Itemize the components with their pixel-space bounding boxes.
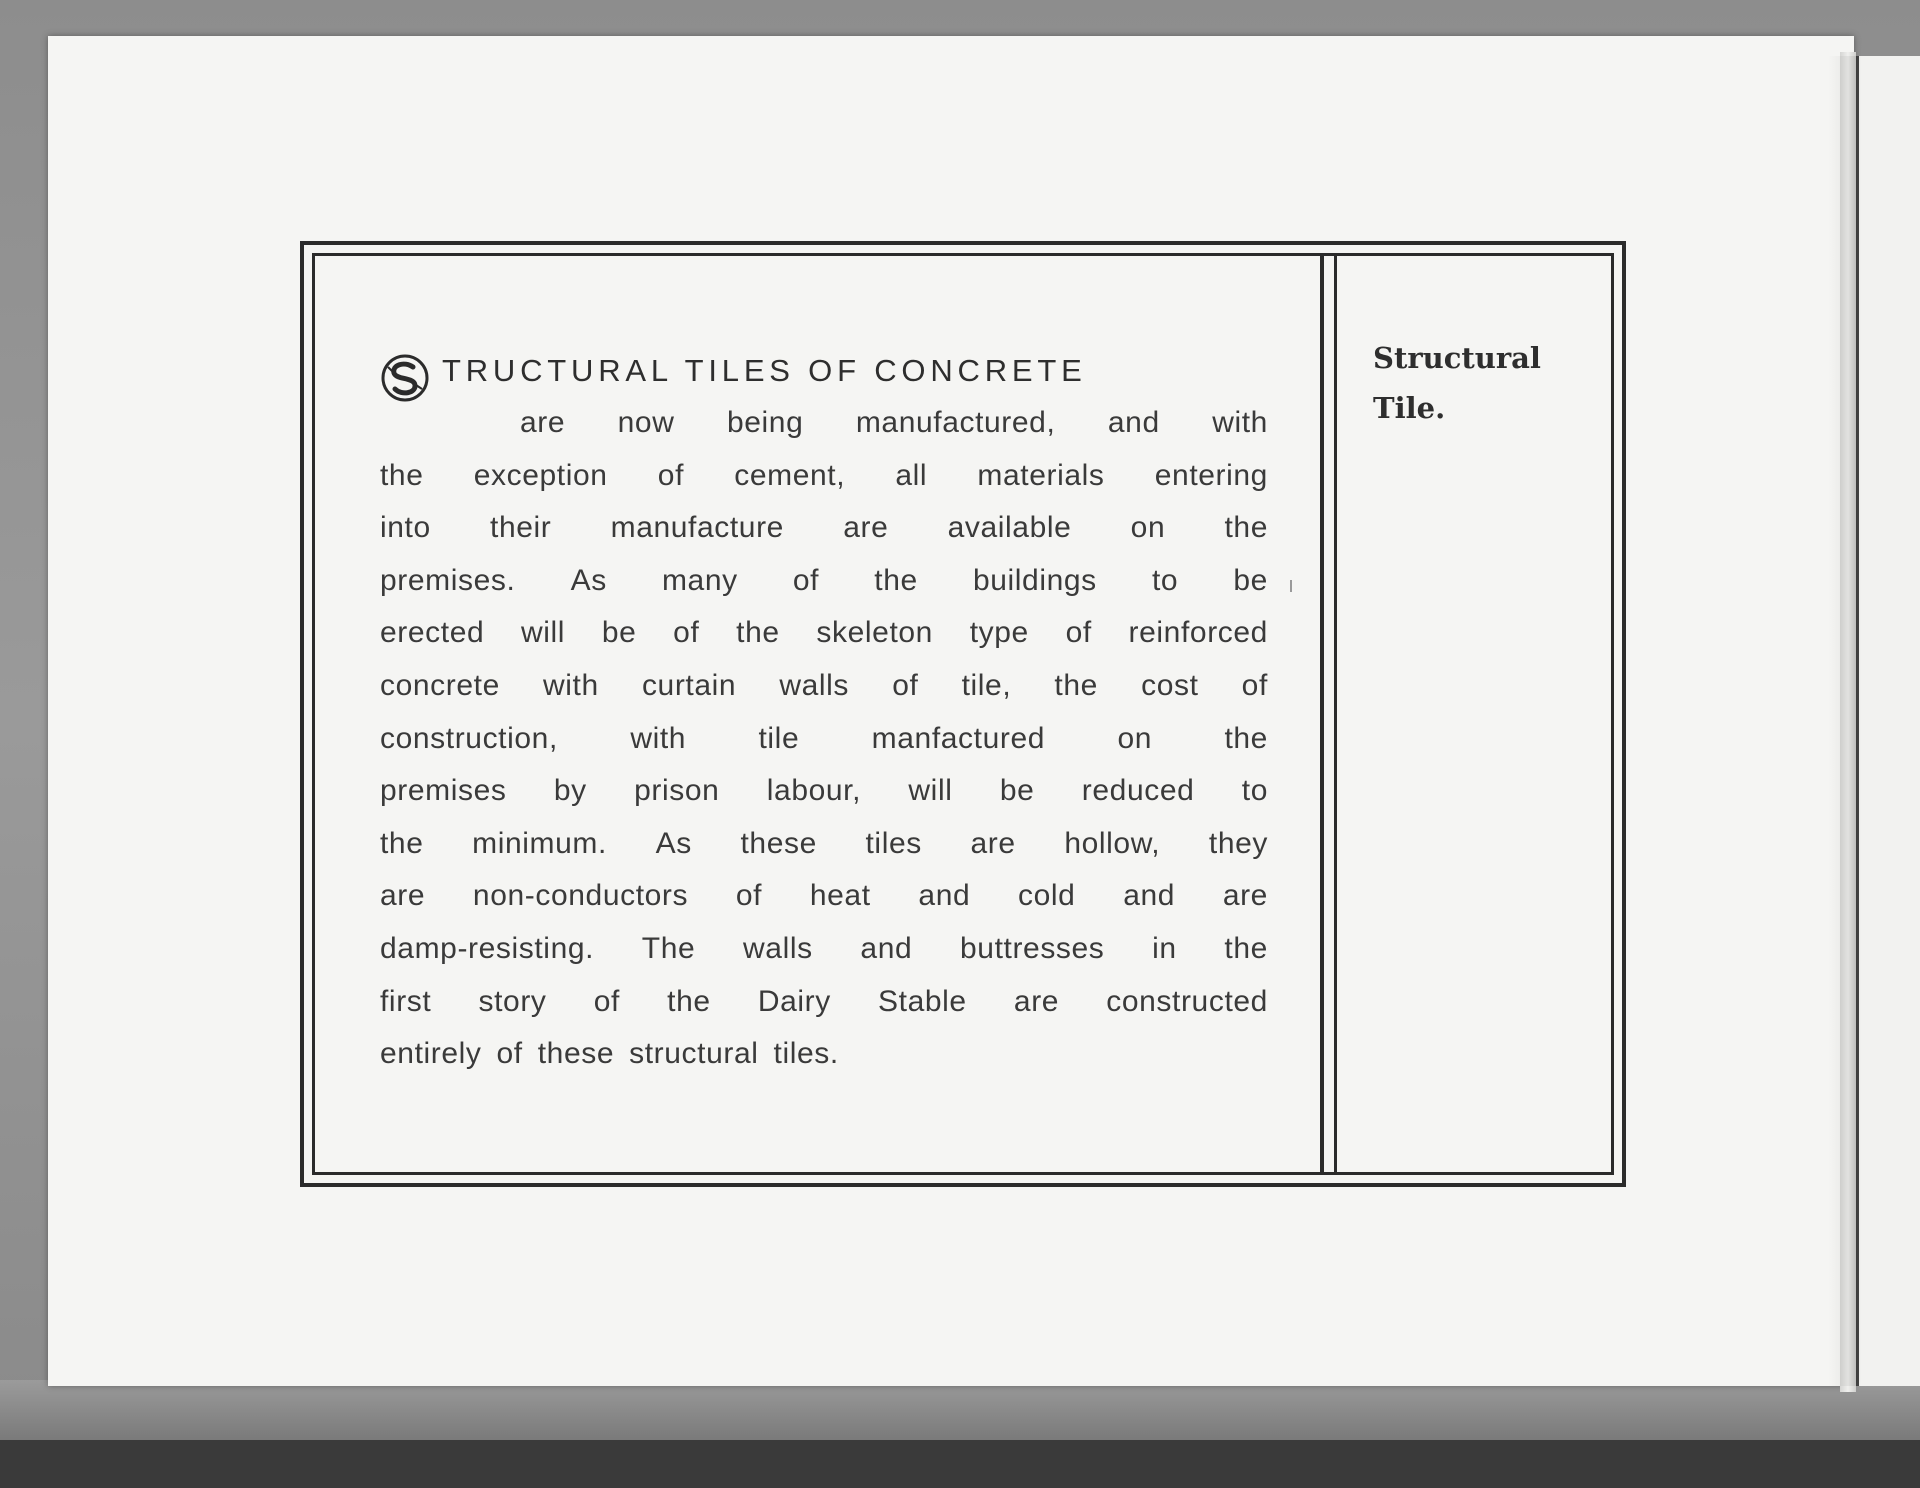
margin-note: [1373, 333, 1541, 433]
body-word: to: [1151, 563, 1179, 597]
body-word: manufacture: [610, 511, 784, 545]
body-word: story: [478, 984, 547, 1018]
body-word: tiles: [865, 826, 922, 860]
body-word: buildings: [972, 563, 1097, 597]
book-cover-bottom-edge: [0, 1380, 1920, 1440]
body-line: [380, 870, 1268, 923]
body-word: tiles.: [773, 1037, 839, 1071]
main-text-block: [380, 345, 1268, 1081]
body-word: by: [553, 774, 587, 808]
body-word: walls: [779, 668, 850, 702]
stray-ink-mark: [1290, 580, 1292, 592]
body-word: of: [657, 458, 685, 492]
body-word: of: [792, 563, 820, 597]
body-word: minimum.: [472, 826, 607, 860]
body-word: and: [860, 931, 913, 965]
body-word: exception: [473, 458, 608, 492]
body-word: will: [908, 774, 953, 808]
body-word: hollow,: [1064, 826, 1161, 860]
facing-page: [1856, 56, 1920, 1386]
body-line: [380, 607, 1268, 660]
body-line: [380, 713, 1268, 766]
body-word: many: [661, 563, 738, 597]
body-word: first: [380, 984, 432, 1018]
body-word: be: [999, 774, 1035, 808]
body-line: [380, 502, 1268, 555]
body-line: [380, 397, 1268, 450]
body-word: tile: [758, 721, 800, 755]
body-word: manufactured,: [855, 406, 1056, 439]
body-word: structural: [629, 1037, 759, 1071]
body-word: into: [380, 511, 431, 545]
body-word: and: [1123, 879, 1176, 913]
body-word: type: [969, 616, 1029, 650]
margin-note-line-2: Tile.: [1373, 391, 1446, 425]
body-line: [380, 450, 1268, 503]
body-word: are: [1222, 879, 1268, 913]
column-divider-thick: [1320, 253, 1324, 1175]
body-word: on: [1117, 721, 1153, 755]
headline-text: TRUCTURAL TILES OF CONCRETE: [442, 353, 1087, 388]
body-word: are: [843, 511, 889, 545]
body-word: now: [617, 406, 675, 439]
body-word: in: [1152, 931, 1177, 965]
body-word: concrete: [380, 668, 500, 702]
body-word: the: [1224, 721, 1268, 755]
body-line: [380, 818, 1268, 871]
body-word: of: [735, 879, 763, 913]
body-word: the: [380, 826, 424, 860]
body-word: entering: [1154, 458, 1268, 492]
margin-note-line-1: Structural: [1373, 341, 1541, 375]
body-word: cost: [1141, 668, 1199, 702]
body-word: cement,: [734, 458, 846, 492]
body-word: the: [1054, 668, 1098, 702]
body-word: manfactured: [871, 721, 1046, 755]
column-divider-thin: [1334, 253, 1337, 1175]
body-word: available: [947, 511, 1072, 545]
gutter-shadow: [1828, 56, 1856, 1386]
body-word: tile,: [961, 668, 1012, 702]
body-word: and: [918, 879, 971, 913]
body-word: of: [496, 1037, 523, 1071]
body-word: materials: [977, 458, 1105, 492]
body-word: will: [521, 616, 566, 650]
body-word: with: [630, 721, 687, 755]
body-word: cold: [1018, 879, 1076, 913]
body-word: buttresses: [960, 931, 1105, 965]
body-word: the: [380, 458, 424, 492]
body-word: their: [490, 511, 552, 545]
body-word: the: [667, 984, 711, 1018]
body-word: are: [520, 406, 566, 439]
body-word: The: [641, 931, 696, 965]
body-word: and: [1107, 406, 1160, 439]
ornamental-drop-cap-s-icon: [380, 353, 430, 403]
body-line: [380, 765, 1268, 818]
body-word: on: [1130, 511, 1166, 545]
body-word: be: [1233, 563, 1268, 597]
body-word: of: [1241, 668, 1268, 702]
body-line: [380, 660, 1268, 713]
body-word: of: [1065, 616, 1092, 650]
body-word: Stable: [878, 984, 967, 1018]
body-word: are: [380, 879, 426, 913]
body-word: of: [892, 668, 919, 702]
body-word: are: [1013, 984, 1060, 1018]
body-word: the: [874, 563, 918, 597]
body-word: heat: [809, 879, 871, 913]
body-word: As: [655, 826, 692, 860]
body-word: prison: [634, 774, 720, 808]
body-word: all: [895, 458, 928, 492]
body-line: [380, 555, 1268, 608]
body-word: the: [1224, 511, 1268, 545]
body-word: premises.: [380, 563, 516, 597]
body-word: entirely: [380, 1037, 482, 1071]
body-word: erected: [380, 616, 485, 650]
body-line: [380, 923, 1268, 976]
body-word: reduced: [1081, 774, 1195, 808]
body-word: damp-resisting.: [380, 931, 595, 965]
body-word: non-conductors: [472, 879, 689, 913]
body-word: with: [1212, 406, 1268, 439]
body-word: with: [543, 668, 599, 702]
body-word: the: [736, 616, 780, 650]
body-word: the: [1224, 931, 1268, 965]
body-word: are: [970, 826, 1016, 860]
body-word: these: [740, 826, 817, 860]
body-word: of: [593, 984, 620, 1018]
body-word: reinforced: [1128, 616, 1268, 650]
body-word: constructed: [1106, 984, 1268, 1018]
body-line: [380, 976, 1268, 1029]
body-word: Dairy: [757, 984, 831, 1018]
body-word: skeleton: [816, 616, 933, 650]
body-word: premises: [380, 774, 507, 808]
body-word: As: [570, 563, 607, 597]
body-word: be: [601, 616, 637, 650]
body-word: to: [1241, 774, 1268, 808]
body-word: these: [537, 1037, 615, 1071]
body-word: being: [726, 406, 804, 439]
body-word: construction,: [380, 721, 558, 755]
body-word: they: [1208, 826, 1268, 860]
body-line: [380, 1028, 1268, 1081]
body-word: curtain: [641, 668, 737, 702]
headline: [380, 345, 1268, 397]
body-word: of: [673, 616, 700, 650]
body-word: walls: [743, 931, 813, 965]
body-word: labour,: [766, 774, 862, 808]
